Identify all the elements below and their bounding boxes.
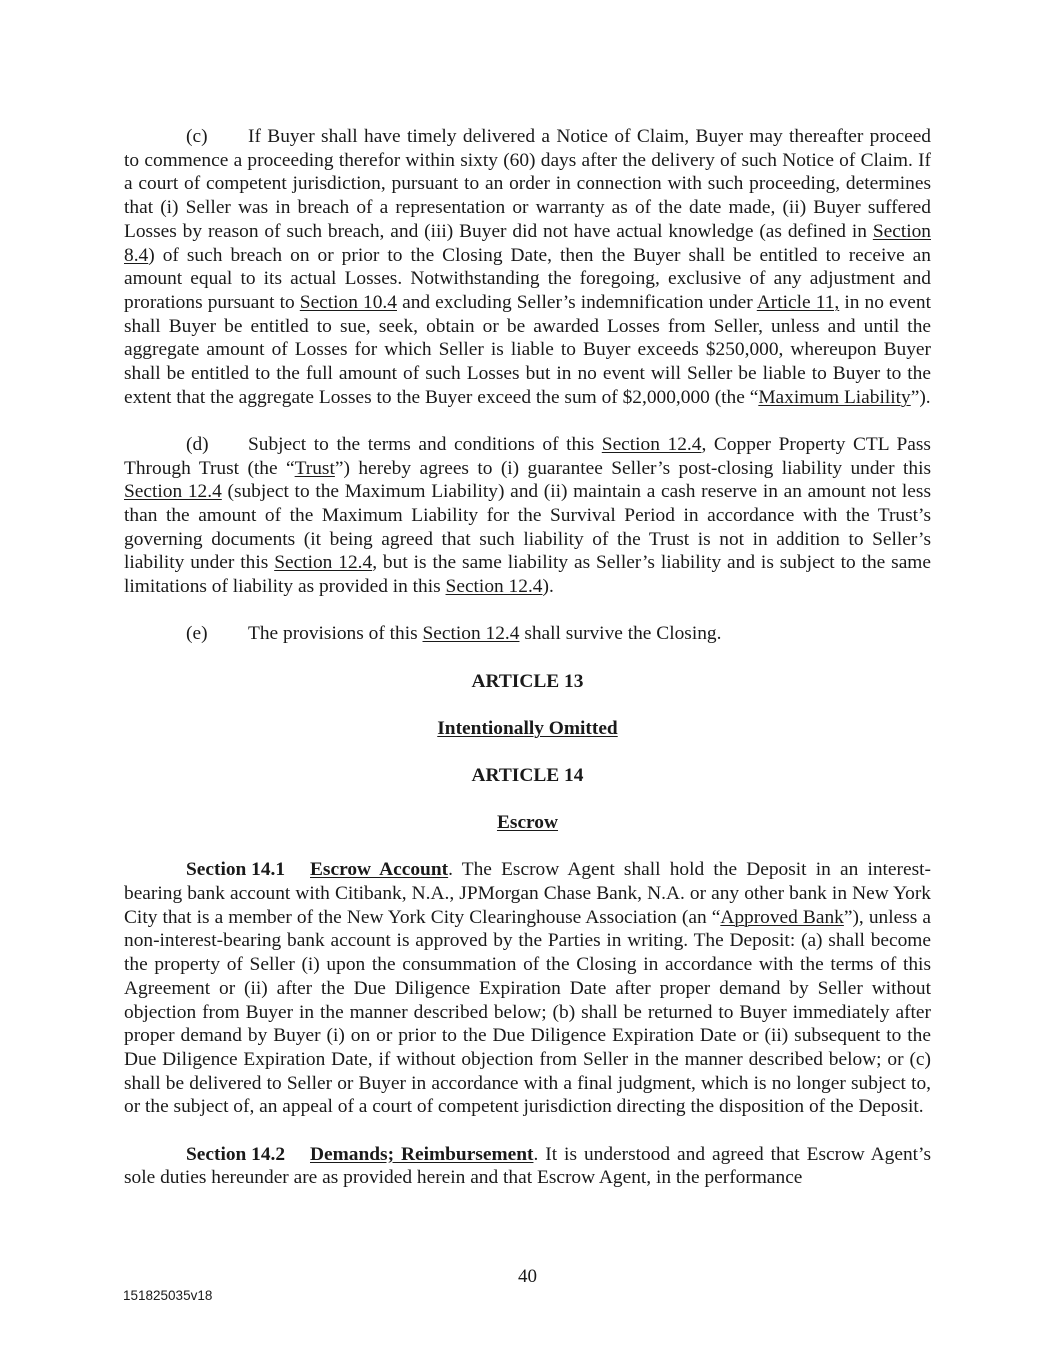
article-title-text: Escrow	[496, 812, 559, 834]
paragraph-e	[124, 622, 931, 646]
paragraph-text: ).	[542, 576, 554, 598]
document-id: 151825035v18	[123, 1288, 213, 1303]
section-reference-link: Section 12.4	[445, 576, 543, 598]
document-page	[124, 125, 931, 1190]
article-reference-link: Article 11,	[756, 291, 840, 313]
article-14-heading: ARTICLE 14	[471, 764, 584, 786]
paragraph-d	[124, 433, 931, 599]
section-reference-link: Section 10.4	[299, 291, 397, 313]
paragraph-text: shall survive the Closing.	[519, 623, 722, 645]
paragraph-label: (d)	[186, 433, 209, 455]
article-13-heading: ARTICLE 13	[471, 670, 584, 692]
defined-term: Trust	[294, 457, 335, 479]
section-reference-link: Section 8.4	[124, 220, 931, 266]
defined-term: Approved Bank	[720, 906, 844, 928]
paragraph-text: If Buyer shall have timely delivered a Notice of Claim, Buyer may thereafter proceed to commence a proceeding therefor within sixty (60) days after the delivery of such Notice of Claim. If a court of competent jurisdiction, pursuant to an order in connection with such proceeding, determines that (i) Seller was in breach of a representation or warranty as of the date made, (ii) Buyer suffered Losses by reason of such breach, and (iii) Buyer did not have actual knowledge (as defined in	[124, 126, 931, 242]
paragraph-text: . It is understood and agreed that Escrow Agent’s sole duties hereunder are as provided herein and that Escrow Agent, in the performance	[124, 1143, 931, 1189]
article-14-title	[124, 811, 931, 835]
paragraph-text: in no event shall Buyer be entitled to sue, seek, obtain or be awarded Losses from Seller, unless and until the aggregate amount of Losses for which Seller is liable to Buyer exceeds $250,000, whereupon Buyer shall be entitled to the full amount of such Losses but in no event will Seller be liable to Buyer to the extent that the aggregate Losses to the Buyer exceed the sum of $2,000,000 (the “	[124, 291, 931, 408]
paragraph-text: , Copper Property CTL Pass Through Trust (the “	[124, 433, 931, 479]
paragraph-text: , but is the same liability as Seller’s liability and is subject to the same limitations of liability as provided in this	[124, 552, 931, 598]
paragraph-text: Subject to the terms and conditions of this	[248, 433, 602, 455]
paragraph-label: (c)	[186, 126, 208, 147]
section-reference-link: Section 12.4	[274, 552, 373, 574]
page-number: 40	[518, 1266, 537, 1287]
section-14-1	[124, 858, 931, 1119]
section-title: Escrow Account	[310, 859, 449, 881]
section-number: Section 14.1	[186, 859, 286, 881]
paragraph-text: ”) hereby agrees to (i) guarantee Seller’s post-closing liability under this	[334, 457, 931, 479]
paragraph-text: (subject to the Maximum Liability) and (ii) maintain a cash reserve in an amount not less than the amount of the Maximum Liability for the Survival Period in accordance with the Trust’s governing documents (it being agreed that such liability of the Trust is not in addition to Seller’s liability under this	[124, 481, 931, 574]
defined-term: Maximum Liability	[758, 386, 911, 408]
section-reference-link: Section 12.4	[422, 623, 520, 645]
article-13-title	[124, 717, 931, 741]
paragraph-text: ”), unless a non-interest-bearing bank account is approved by the Parties in writing. The Deposit: (a) shall become the property of Seller (i) upon the consummation of the Closing in accordance with the terms of this Agreement or (ii) after the Due Diligence Expiration Date after proper demand by Seller without objection from Buyer in the manner described below; (b) shall be returned to Buyer immediately after proper demand by Buyer (i) on or prior to the Due Diligence Expiration Date or (ii) subsequent to the Due Diligence Expiration Date, if without objection from Seller in the manner described below; or (c) shall be delivered to Seller or Buyer in accordance with a final judgment, which is no longer subject to, or the subject of, an appeal of a court of competent jurisdiction directing the disposition of the Deposit.	[124, 906, 931, 1118]
paragraph-text: and excluding Seller’s indemnification under	[396, 291, 757, 313]
paragraph-label: (e)	[186, 623, 208, 645]
paragraph-text: ) of such breach on or prior to the Closing Date, then the Buyer shall be entitled to receive an amount equal to its actual Losses. Notwithstanding the foregoing, exclusive of any adjustment and prorations pursuant to	[124, 244, 931, 313]
paragraph-text: ”).	[910, 386, 931, 408]
article-title-text: Intentionally Omitted	[437, 717, 618, 739]
section-title: Demands; Reimbursement	[310, 1143, 534, 1165]
paragraph-text: The provisions of this	[248, 623, 423, 645]
section-reference-link: Section 12.4	[601, 433, 702, 455]
section-reference-link: Section 12.4	[124, 481, 222, 503]
section-number: Section 14.2	[186, 1143, 286, 1165]
section-14-2	[124, 1143, 931, 1190]
paragraph-text: . The Escrow Agent shall hold the Deposit in an interest-bearing bank account with Citibank, N.A., JPMorgan Chase Bank, N.A. or any other bank in New York City that is a member of the New York City Clearinghouse Association (an “	[124, 859, 931, 928]
paragraph-c	[124, 125, 931, 409]
